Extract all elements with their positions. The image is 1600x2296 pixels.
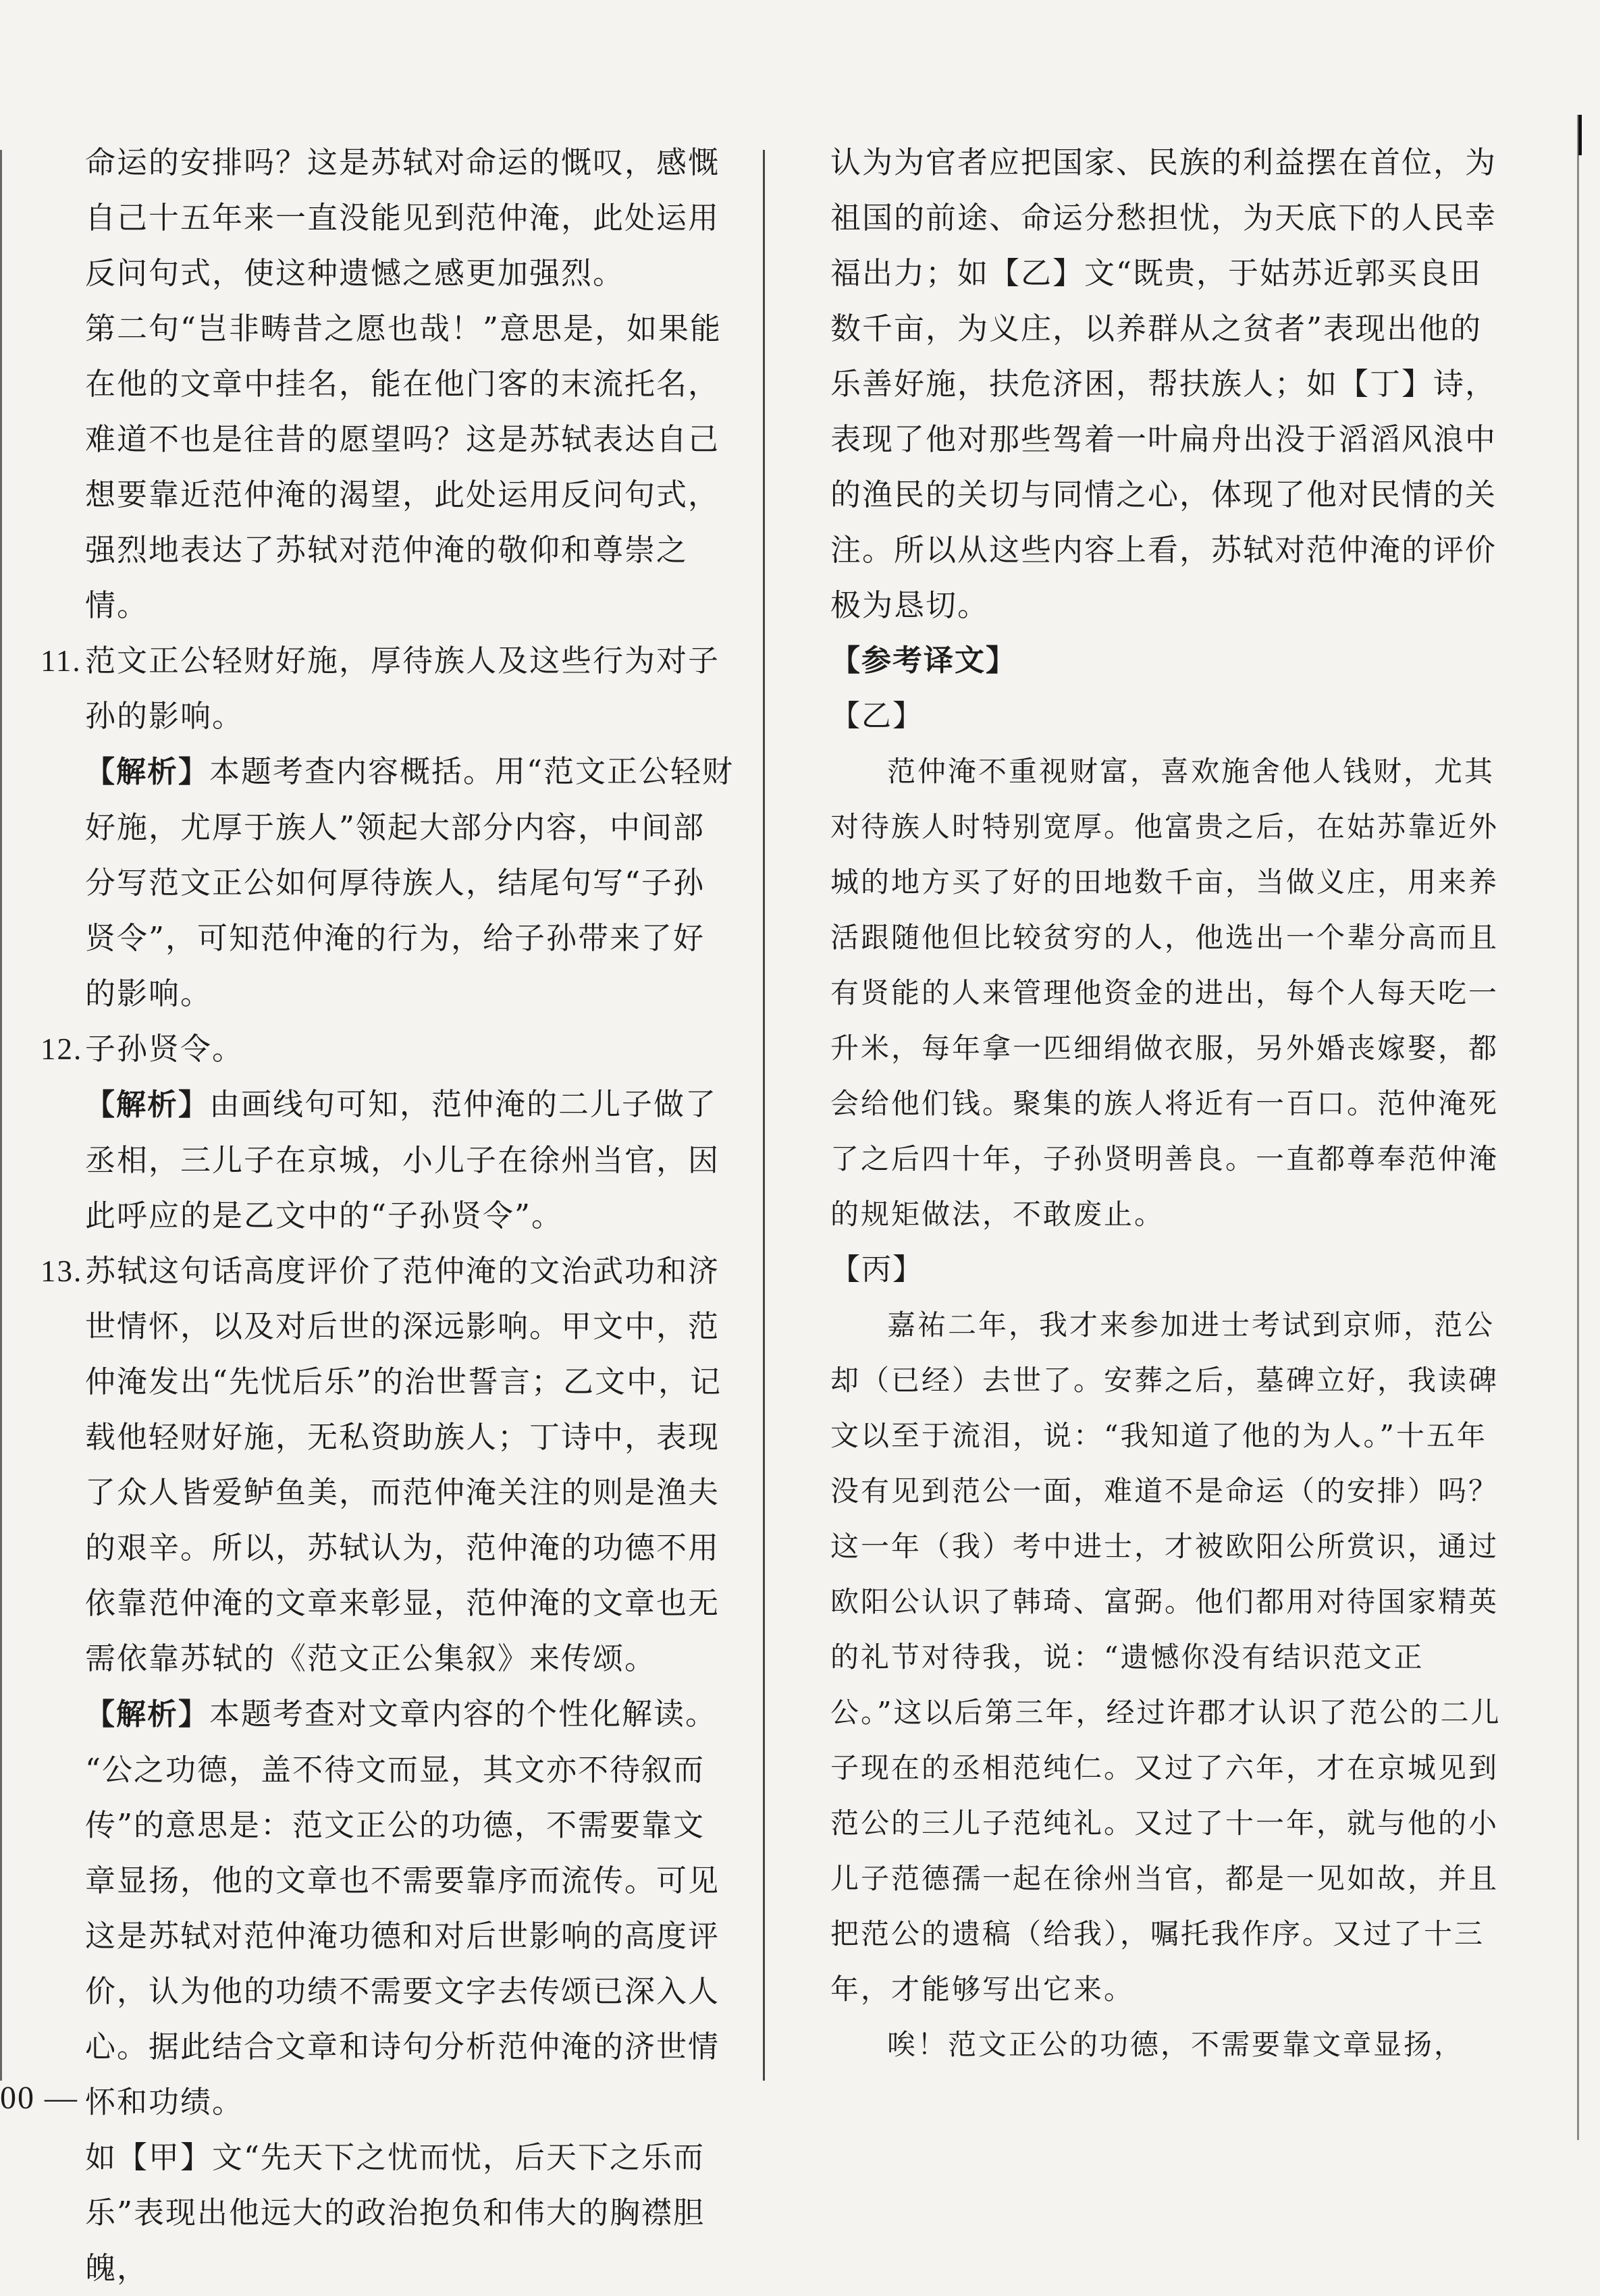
analysis-paragraph: “公之功德，盖不待文而显，其文亦不待叙而传”的意思是：范文正公的功德，不需要靠文章显扬，他的文章也不需要靠序而流传。可见这是苏轼对范仲淹功德和对后世影响的高度评价，认为他的功绩不需要文字去传颂已深入人心。据此结合文章和诗句分析范仲淹的济世情怀和功绩。 bbox=[85, 1752, 720, 2120]
question-11 bbox=[41, 633, 736, 1021]
analysis-paragraph: 如【甲】文“先天下之忧而忧，后天下之乐而乐”表现出他远大的政治抱负和伟大的胸襟胆魄， bbox=[85, 2139, 705, 2286]
page-edge-shadow bbox=[1577, 115, 1579, 2140]
question-number: 12. bbox=[41, 1032, 83, 1066]
analysis-continuation: 认为为官者应把国家、民族的利益摆在首位，为祖国的前途、命运分愁担忧，为天底下的人民幸福出力；如【乙】文“既贵，于姑苏近郭买良田数千亩，为义庄，以养群从之贫者”表现出他的乐善好施，扶危济困，帮扶族人；如【丁】诗，表现了他对那些驾着一叶扁舟出没于滔滔风浪中的渔民的关切与同情之心，体现了他对民情的关注。所以从这些内容上看，苏轼对范仲淹的评价极为恳切。 bbox=[830, 144, 1497, 623]
continued-analysis-paragraph: 命运的安排吗？这是苏轼对命运的慨叹，感慨自己十五年来一直没能见到范仲淹，此处运用反问句式，使这种遗憾之感更加强烈。 bbox=[85, 144, 720, 291]
analysis-text: 本题考查对文章内容的个性化解读。 bbox=[209, 1696, 718, 1732]
question-12 bbox=[41, 1021, 736, 1244]
translation-yi: 范仲淹不重视财富，喜欢施舍他人钱财，尤其对待族人时特别宽厚。他富贵之后，在姑苏靠近外城的地方买了好的田地数千亩，当做义庄，用来养活跟随他但比较贫穷的人，他选出一个辈分高而且有贤能的人来管理他资金的进出，每个人每天吃一升米，每年拿一匹细绢做衣服，另外婚丧嫁娶，都会给他们钱。聚集的族人将近有一百口。范仲淹死了之后四十年，子孙贤明善良。一直都尊奉范仲淹的规矩做法，不敢废止。 bbox=[830, 755, 1499, 1231]
section-label-yi: 【乙】 bbox=[830, 699, 924, 733]
answer-text: 苏轼这句话高度评价了范仲淹的文治武功和济世情怀，以及对后世的深远影响。甲文中，范仲淹发出“先忧后乐”的治世誓言；乙文中，记载他轻财好施，无私资助族人；丁诗中，表现了众人皆爱鲈鱼美，而范仲淹关注的则是渔夫的艰辛。所以，苏轼认为，范仲淹的功德不用依靠范仲淹的文章来彰显，范仲淹的文章也无需依靠苏轼的《范文正公集叙》来传颂。 bbox=[85, 1253, 722, 1676]
translation-bing: 嘉祐二年，我才来参加进士考试到京师，范公却（已经）去世了。安葬之后，墓碑立好，我读碑文以至于流泪，说：“我知道了他的为人。”十五年没有见到范公一面，难道不是命运（的安排）吗？这一年（我）考中进士，才被欧阳公所赏识，通过欧阳公认识了韩琦、富弼。他们都用对待国家精英的礼节对待我，说：“遗憾你没有结识范文正公。”这以后第三年，经过许郡才认识了范公的二儿子现在的丞相范纯仁。又过了六年，才在京城见到范公的三儿子范纯礼。又过了十一年，就与他的小儿子范德孺一起在徐州当官，都是一见如故，并且把范公的遗稿（给我），嘱托我作序。又过了十三年，才能够写出它来。 bbox=[830, 1308, 1501, 2006]
second-sentence-analysis: 第二句“岂非畴昔之愿也哉！”意思是，如果能在他的文章中挂名，能在他门客的末流托名，难道不也是往昔的愿望吗？这是苏轼表达自己想要靠近范仲淹的渴望，此处运用反问句式，强烈地表达了苏轼对范仲淹的敬仰和尊崇之情。 bbox=[85, 311, 722, 623]
question-number: 13. bbox=[41, 1254, 83, 1288]
analysis-tag: 【解析】 bbox=[85, 755, 209, 789]
analysis-text: 本题考查内容概括。用“范文正公轻财好施，尤厚于族人”领起大部分内容，中间部分写范文正公如何厚待族人，结尾句写“子孙贤令”，可知范仲淹的行为，给子孙带来了好的影响。 bbox=[85, 753, 735, 1011]
question-number: 11. bbox=[41, 644, 82, 678]
left-column bbox=[41, 135, 736, 2296]
reference-translation-header: 【参考译文】 bbox=[830, 643, 1017, 678]
translation-last-line: 唉！范文正公的功德，不需要靠文章显扬， bbox=[887, 2028, 1465, 2061]
page-number: 00 — bbox=[0, 2080, 78, 2116]
section-label-bing: 【丙】 bbox=[830, 1252, 924, 1287]
answer-text: 范文正公轻财好施，厚待族人及这些行为对子孙的影响。 bbox=[85, 643, 720, 734]
question-13 bbox=[41, 1244, 736, 2296]
left-margin-rule bbox=[0, 150, 2, 2081]
analysis-tag: 【解析】 bbox=[85, 1697, 209, 1732]
answer-text: 子孙贤令。 bbox=[85, 1031, 244, 1067]
analysis-tag: 【解析】 bbox=[85, 1088, 209, 1122]
right-column bbox=[830, 135, 1512, 2073]
page-edge-mark bbox=[1578, 115, 1582, 155]
analysis-text: 由画线句可知，范仲淹的二儿子做了丞相，三儿子在京城，小儿子在徐州当官，因此呼应的是乙文中的“子孙贤令”。 bbox=[85, 1086, 720, 1233]
column-divider bbox=[763, 150, 765, 2081]
